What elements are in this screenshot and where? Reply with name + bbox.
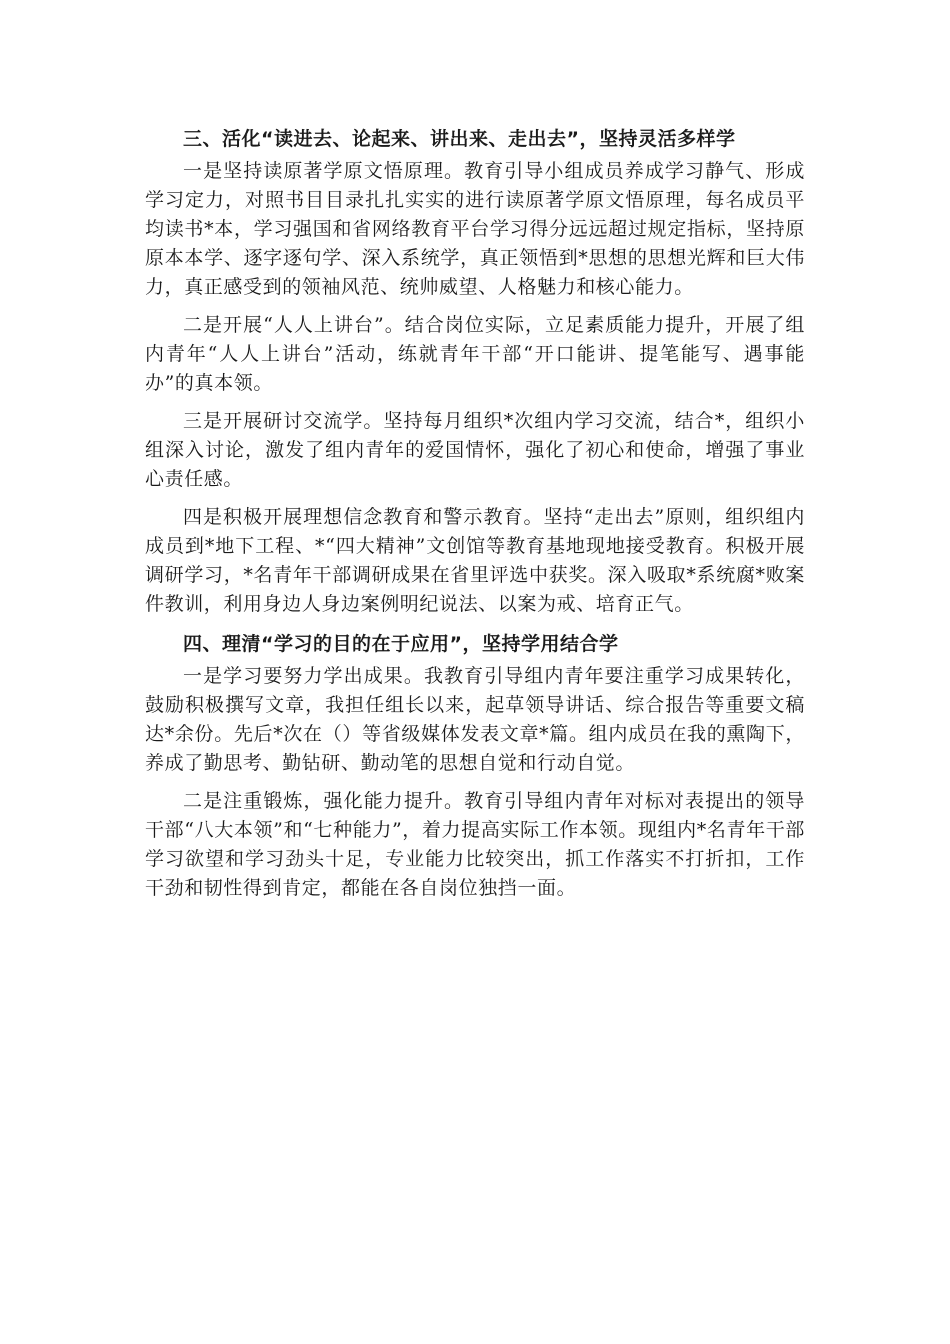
paragraph: 一是坚持读原著学原文悟原理。教育引导小组成员养成学习静气、形成学习定力，对照书目目录扎扎实实的进行读原著学原文悟原理，每名成员平均读书*本，学习强国和省网络教育平台学习得分远远超过规定指标，坚持原原本本学、逐字逐句学、深入系统学，真正领悟到*思想的思想光辉和巨大伟力，真正感受到的领袖风范、统帅威望、人格魅力和核心能力。 [145,160,805,298]
document-body [145,123,805,912]
section-four [145,628,805,903]
section-three [145,123,805,619]
paragraph: 四是积极开展理想信念教育和警示教育。坚持“走出去”原则，组织组内成员到*地下工程、*“四大精神”文创馆等教育基地现地接受教育。积极开展调研学习，*名青年干部调研成果在省里评选中获奖。深入吸取*系统腐*败案件教训，利用身边人身边案例明纪说法、以案为戒、培育正气。 [145,506,805,615]
paragraph: 一是学习要努力学出成果。我教育引导组内青年要注重学习成果转化，鼓励积极撰写文章，我担任组长以来，起草领导讲话、综合报告等重要文稿达*余份。先后*次在（）等省级媒体发表文章*篇。组内成员在我的熏陶下，养成了勤思考、勤钻研、勤动笔的思想自觉和行动自觉。 [145,665,805,774]
paragraph: 三是开展研讨交流学。坚持每月组织*次组内学习交流，结合*，组织小组深入讨论，激发了组内青年的爱国情怀，强化了初心和使命，增强了事业心责任感。 [145,410,805,490]
paragraph: 二是开展“人人上讲台”。结合岗位实际，立足素质能力提升，开展了组内青年“人人上讲台”活动，练就青年干部“开口能讲、提笔能写、遇事能办”的真本领。 [145,314,805,394]
section-heading: 三、活化“读进去、论起来、讲出来、走出去”，坚持灵活多样学 [183,128,736,150]
section-heading: 四、理清“学习的目的在于应用”，坚持学用结合学 [183,633,619,655]
paragraph: 二是注重锻炼，强化能力提升。教育引导组内青年对标对表提出的领导干部“八大本领”和“七种能力”，着力提高实际工作本领。现组内*名青年干部学习欲望和学习劲头十足，专业能力比较突出，抓工作落实不打折扣，工作干劲和韧性得到肯定，都能在各自岗位独挡一面。 [145,790,805,899]
